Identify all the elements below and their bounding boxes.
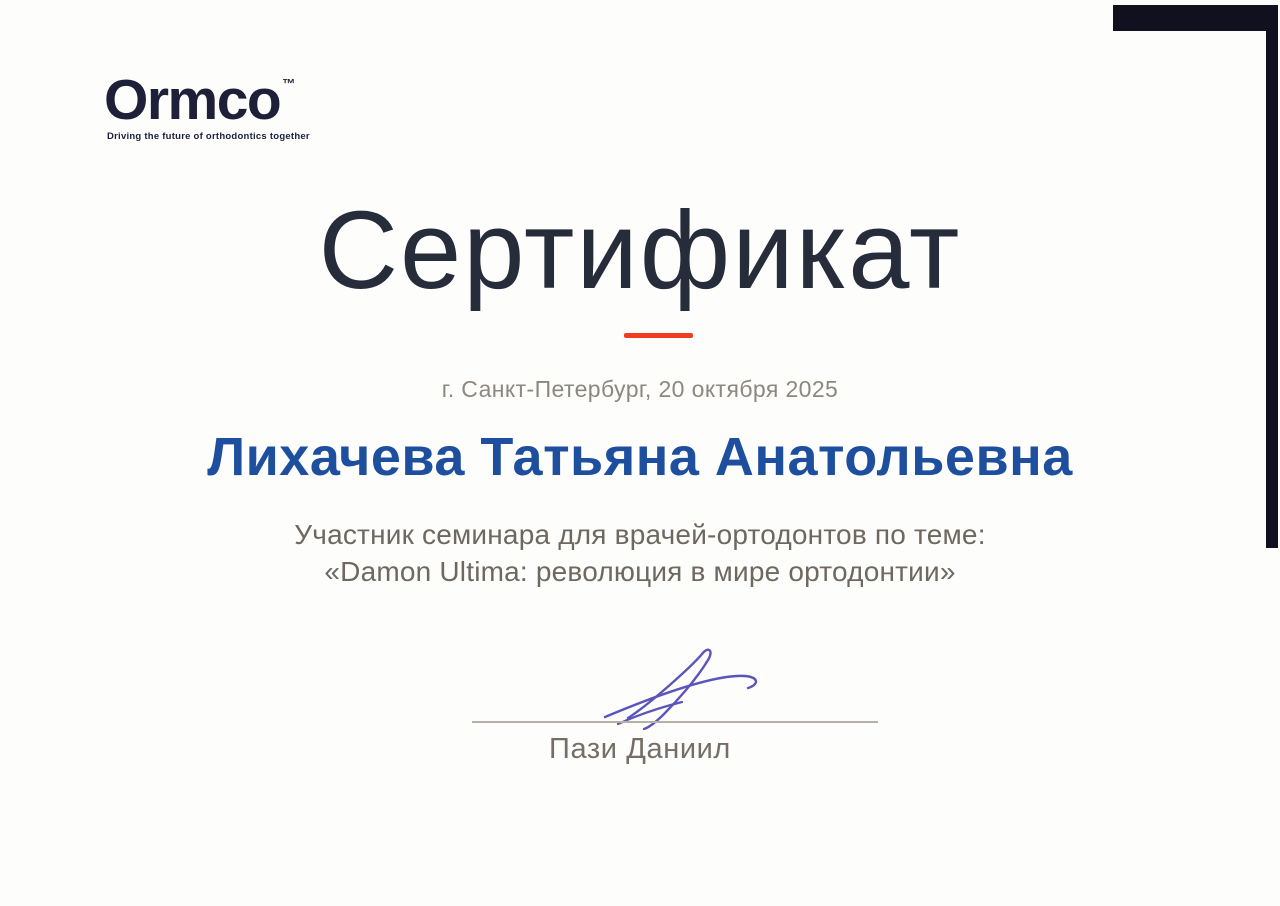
signer-name: Пази Даниил xyxy=(549,733,731,765)
logo-text: Ormco xyxy=(104,68,281,132)
seminar-description xyxy=(0,516,1280,590)
location-date-text: г. Санкт-Петербург, 20 октября 2025 xyxy=(441,376,839,402)
recipient-name: Лихачева Татьяна Анатольевна xyxy=(207,427,1073,487)
logo-tagline: Driving the future of orthodontics together xyxy=(107,131,310,142)
accent-divider xyxy=(624,333,693,338)
ormco-logo xyxy=(104,70,310,142)
seminar-description-line1: Участник семинара для врачей-ортодонтов по теме: xyxy=(294,519,986,550)
signature-line xyxy=(472,721,878,723)
corner-frame-top-bar xyxy=(1113,5,1278,31)
handwritten-signature-image xyxy=(560,630,800,730)
seminar-description-line2: «Damon Ultima: революция в мире ортодонтии» xyxy=(324,556,956,587)
trademark-symbol: ™ xyxy=(282,76,296,91)
certificate-title: Сертификат xyxy=(318,189,962,312)
